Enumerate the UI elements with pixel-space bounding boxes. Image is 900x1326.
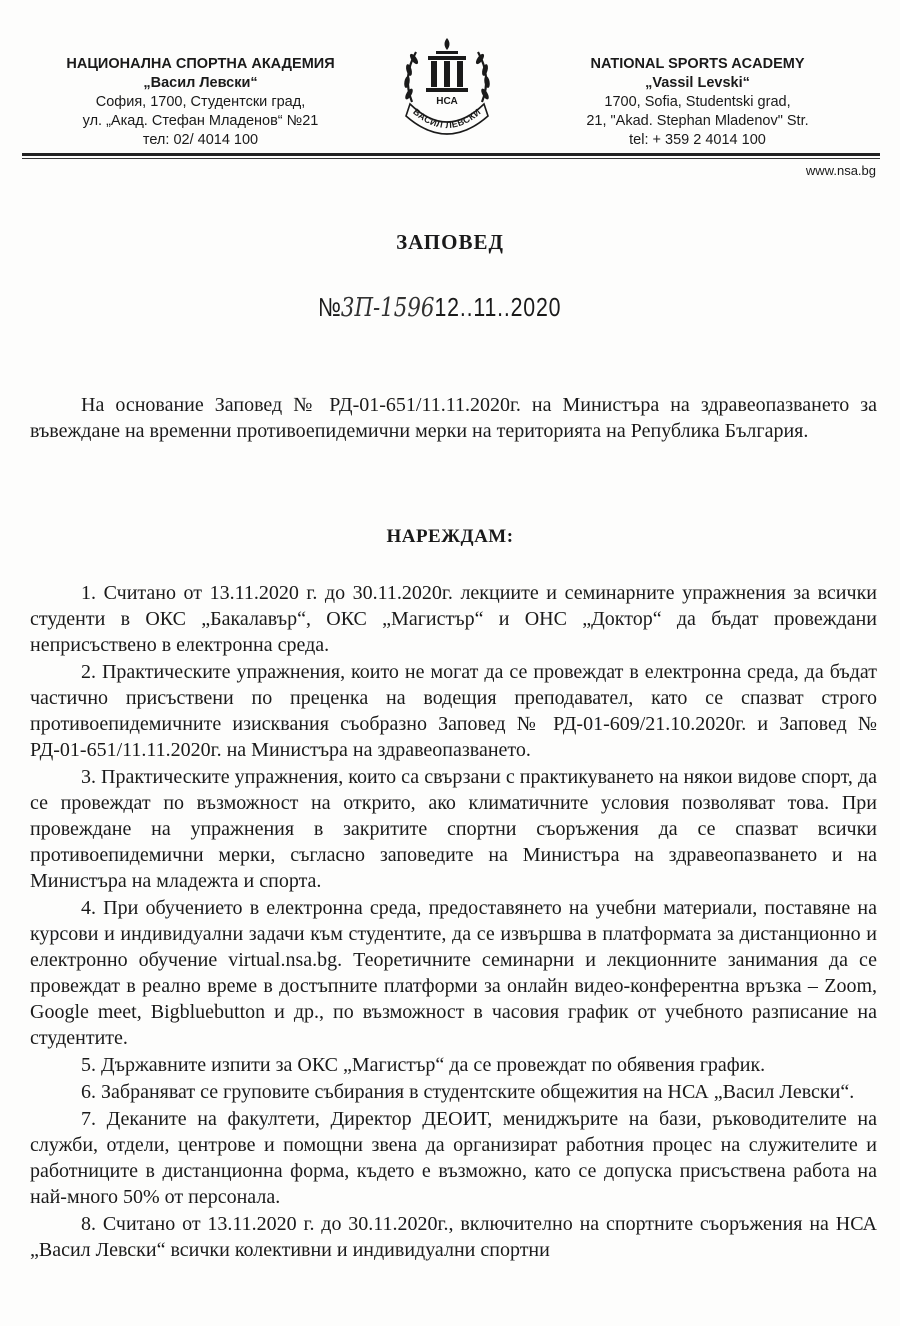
order-points bbox=[30, 580, 877, 1264]
header-right-block bbox=[540, 55, 855, 150]
order-heading: НАРЕЖДАМ: bbox=[386, 526, 514, 547]
order-point-4: 4. При обучението в електронна среда, предоставянето на учебни материали, поставяне на курсови и индивидуални задачи към студентите, да се извършва в платформата за дистанционно и електронно обучение virtual.nsa.bg. Теоретичните семинарни и лекционните занимания да се провеждат в реално време в достъпните платформи за онлайн видео-конферентна връзка – Zoom, Google meet, Bigbluebutton и др., по възможност в часовия график от учебното разписание на студентите. bbox=[30, 897, 877, 1049]
academy-name-bg: НАЦИОНАЛНА СПОРТНА АКАДЕМИЯ bbox=[66, 56, 335, 72]
number-handwritten: 3П-1596 bbox=[340, 293, 435, 323]
phone-en: tel: + 359 2 4014 100 bbox=[629, 132, 766, 148]
address-line-2-en: 21, "Akad. Stephan Mladenov" Str. bbox=[586, 113, 809, 129]
order-point-6: 6. Забраняват се груповите събирания в студентските общежития на НСА „Васил Левски“. bbox=[81, 1081, 855, 1103]
emblem-text: НСА bbox=[436, 96, 458, 107]
order-point-8: 8. Считано от 13.11.2020 г. до 30.11.2020г., включително на спортните съоръжения на НСА „Васил Левски“ всички колективни и индивидуални спортни bbox=[30, 1213, 877, 1261]
basis-paragraph bbox=[30, 392, 877, 444]
number-date: 12..11..2020 bbox=[434, 292, 562, 322]
number-prefix: № bbox=[318, 292, 341, 322]
order-point-5: 5. Държавните изпити за ОКС „Магистър“ да се провеждат по обявения график. bbox=[81, 1054, 766, 1076]
order-point-3: 3. Практическите упражнения, които са свързани с практикуването на някои видове спорт, да се провеждат по възможност на открито, ако климатичните условия позволяват това. При провеждане на упражнения в закритите спортни съоръжения да се спазват всички противоепидемични мерки, съгласно заповедите на Министъра на здравеопазването и на Министъра на младежта и спорта. bbox=[30, 766, 877, 892]
nsa-emblem-icon bbox=[392, 32, 502, 140]
ribbon-text: ВАСИЛ ЛЕВСКИ bbox=[411, 106, 483, 131]
address-line-1-en: 1700, Sofia, Studentski grad, bbox=[604, 94, 791, 110]
document-title: ЗАПОВЕД bbox=[396, 230, 504, 254]
address-line-2-bg: ул. „Акад. Стефан Младенов“ №21 bbox=[82, 113, 319, 129]
document-number bbox=[318, 292, 561, 323]
academy-subname-bg: „Васил Левски“ bbox=[143, 75, 258, 91]
address-line-1-bg: София, 1700, Студентски град, bbox=[95, 94, 306, 110]
website-link[interactable]: www.nsa.bg bbox=[805, 163, 876, 178]
academy-subname-en: „Vassil Levski“ bbox=[645, 75, 750, 91]
order-point-7: 7. Деканите на факултети, Директор ДЕОИТ, мениджърите на бази, ръководителите на служби, отдели, центрове и помощни звена да организират работния процес на служителите и работниците в дистанционна форма, където е възможно, като се допуска присъствена работа на най-много 50% от персонала. bbox=[30, 1108, 877, 1208]
basis-text: На основание Заповед № РД-01-651/11.11.2020г. на Министъра на здравеопазването за въвеждане на временни противоепидемични мерки на територията на Република България. bbox=[30, 394, 877, 442]
order-point-2: 2. Практическите упражнения, които не могат да се провеждат в електронна среда, да бъдат частично присъствени по преценка на водещия преподавател, като се спазват строго противоепидемичните изисквания съобразно Заповед № РД-01-609/21.10.2020г. и Заповед № РД-01-651/11.11.2020г. на Министъра на здравеопазването. bbox=[30, 661, 877, 761]
academy-name-en: NATIONAL SPORTS ACADEMY bbox=[590, 56, 805, 72]
order-point-1: 1. Считано от 13.11.2020 г. до 30.11.2020г. лекциите и семинарните упражнения за всички студенти в ОКС „Бакалавър“, ОКС „Магистър“ и ОНС „Доктор“ да бъдат провеждани неприсъствено в електронна среда. bbox=[30, 582, 877, 656]
phone-bg: тел: 02/ 4014 100 bbox=[142, 132, 259, 148]
header-divider-thin bbox=[22, 158, 880, 159]
header-left-block bbox=[28, 55, 373, 150]
header-divider-thick bbox=[22, 153, 880, 156]
